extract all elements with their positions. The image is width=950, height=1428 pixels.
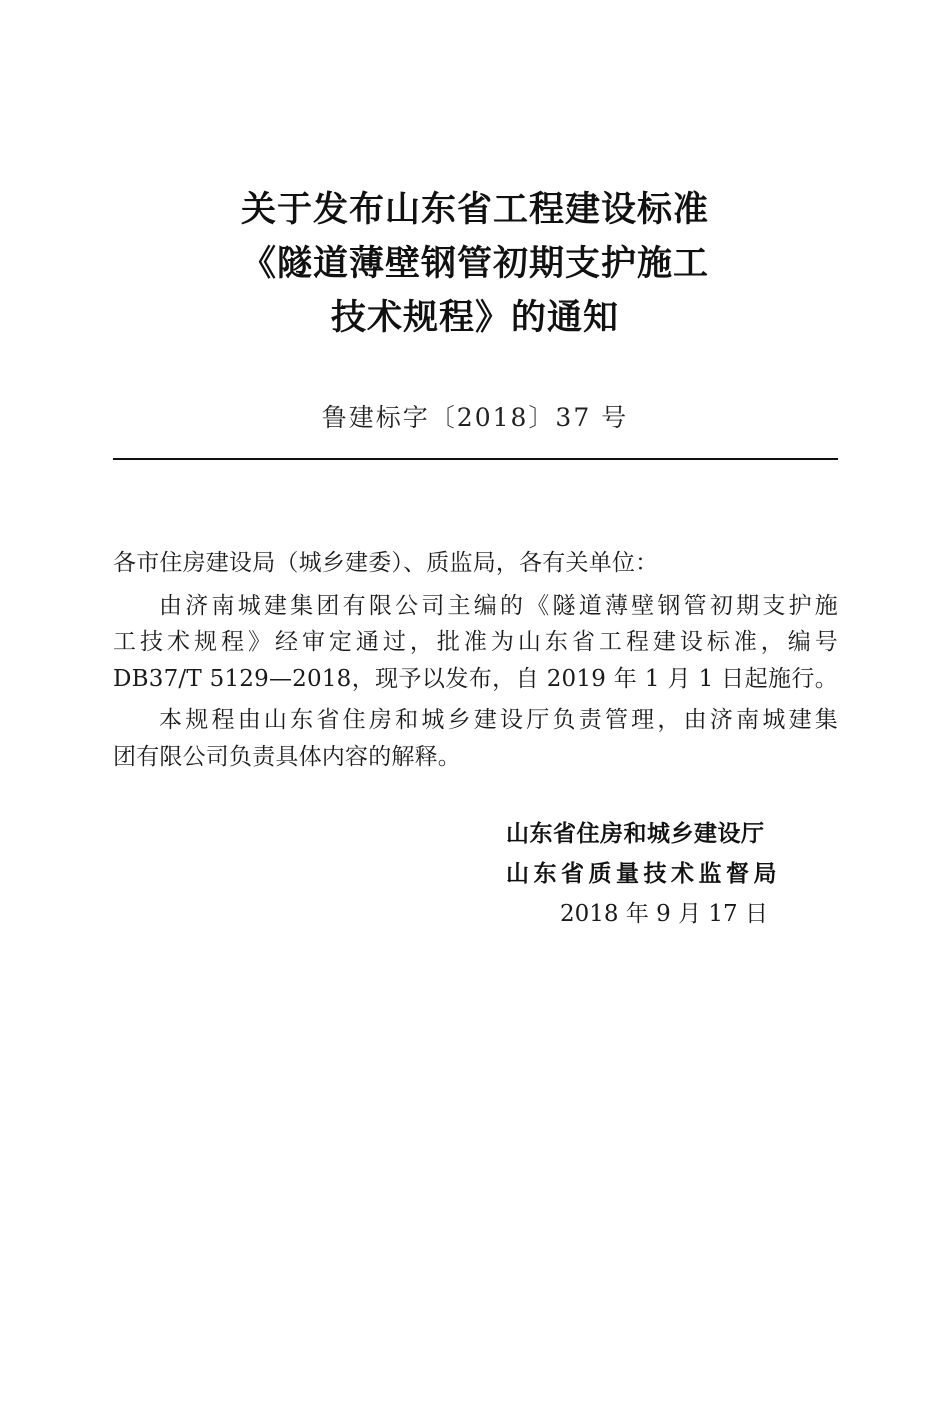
title-line-3: 技术规程》的通知 bbox=[330, 297, 619, 338]
paragraph-2-line-1: 本规程由山东省住房和城乡建设厅负责管理，由济南城建集 bbox=[159, 707, 838, 733]
title-line-1: 关于发布山东省工程建设标准 bbox=[240, 189, 709, 230]
paragraph-1-line-3: DB37/T 5129—2018，现予以发布，自 2019 年 1 月 1 日起施行。 bbox=[113, 666, 838, 692]
title-line-2: 《隧道薄壁钢管初期支护施工 bbox=[240, 243, 709, 284]
header-divider bbox=[113, 458, 838, 460]
addressee: 各市住房建设局（城乡建委）、质监局，各有关单位： bbox=[113, 550, 659, 576]
issuer-housing-department: 山东省住房和城乡建设厅 bbox=[506, 821, 765, 847]
issue-date: 2018 年 9 月 17 日 bbox=[560, 901, 768, 927]
issuer-quality-bureau: 山东省质量技术监督局 bbox=[506, 861, 781, 887]
paragraph-1-line-1: 由济南城建集团有限公司主编的《隧道薄壁钢管初期支护施 bbox=[159, 593, 838, 619]
document-number: 鲁建标字〔2018〕37 号 bbox=[321, 403, 629, 432]
paragraph-2-line-2: 团有限公司负责具体内容的解释。 bbox=[113, 744, 461, 770]
paragraph-1-line-2: 工技术规程》经审定通过，批准为山东省工程建设标准，编号 bbox=[113, 629, 838, 655]
